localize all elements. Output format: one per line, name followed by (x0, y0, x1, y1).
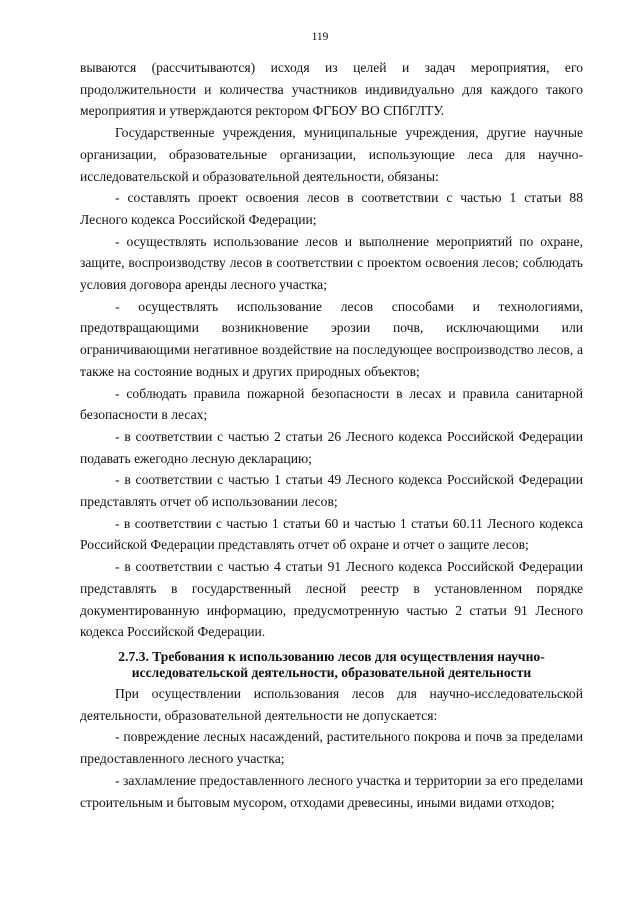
list-item: - повреждение лесных насаждений, растительного покрова и почв за пределами предоставленного лесного участка; (80, 729, 583, 767)
body-text (80, 57, 583, 813)
paragraph: вываются (рассчитываются) исходя из целей и задач мероприятия, его продолжительности и количества участников индивидуально для каждого такого мероприятия и утверждаются ректором ФГБОУ ВО СПбГЛТУ. (80, 60, 583, 119)
list-item: - в соответствии с частью 1 статьи 49 Лесного кодекса Российской Федерации представлять отчет об использовании лесов; (80, 472, 583, 510)
list-item: - в соответствии с частью 2 статьи 26 Лесного кодекса Российской Федерации подавать ежегодно лесную декларацию; (80, 428, 583, 466)
list-item: - осуществлять использование лесов способами и технологиями, предотвращающими возникновение эрозии почв, исключающими или ограничивающими негативное воздействие на последующее воспроизводство лесов, а также на состояние водных и других природных объектов; (80, 298, 583, 379)
list-item: - в соответствии с частью 4 статьи 91 Лесного кодекса Российской Федерации представлять в государственный лесной реестр в установленном порядке документированную информацию, предусмотренную частью 2 статьи 91 Лесного кодекса Российской Федерации. (80, 559, 583, 640)
list-item: - осуществлять использование лесов и выполнение мероприятий по охране, защите, воспроизводству лесов в соответствии с проектом освоения лесов; соблюдать условия договора аренды лесного участка; (80, 233, 583, 293)
list-item: - в соответствии с частью 1 статьи 60 и частью 1 статьи 60.11 Лесного кодекса Российской Федерации представлять отчет об охране и отчет о защите лесов; (80, 515, 583, 553)
paragraph: Государственные учреждения, муниципальные учреждения, другие научные организации, образовательные организации, использующие леса для научно-исследовательской и образовательной деятельности, обязаны: (80, 125, 583, 184)
section-heading (80, 649, 583, 681)
paragraph: При осуществлении использования лесов для научно-исследовательской деятельности, образовательной деятельности не допускается: (80, 685, 583, 723)
list-item: - составлять проект освоения лесов в соответствии с частью 1 статьи 88 Лесного кодекса Российской Федерации; (80, 190, 583, 227)
section-heading-line: 2.7.3. Требования к использованию лесов для осуществления научно- (118, 648, 545, 664)
section-heading-line: исследовательской деятельности, образовательной деятельности (131, 664, 532, 680)
list-item: - захламление предоставленного лесного участка и территории за его пределами строительным и бытовым мусором, отходами древесины, иными видами отходов; (80, 772, 583, 810)
list-item: - соблюдать правила пожарной безопасности в лесах и правила санитарной безопасности в лесах; (80, 385, 583, 423)
page-number: 119 (311, 31, 329, 43)
